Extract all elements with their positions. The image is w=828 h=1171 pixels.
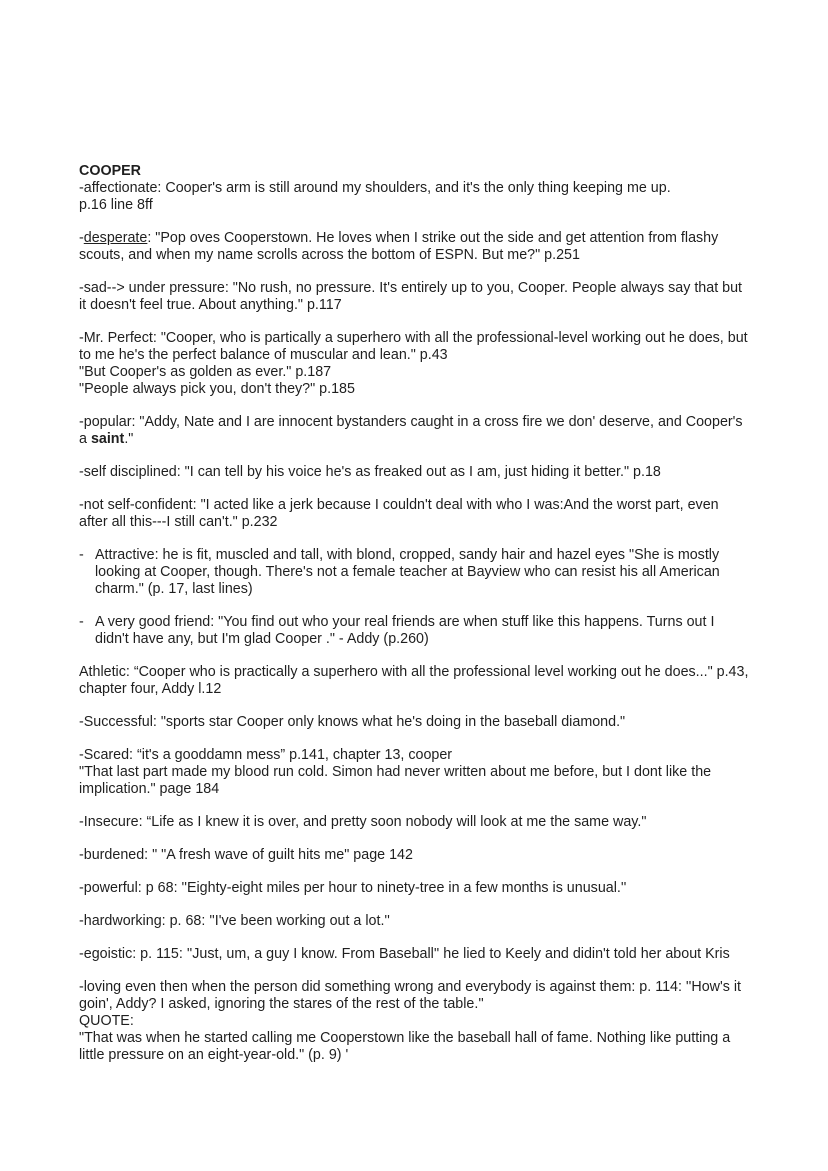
entry-desperate: [79, 230, 749, 264]
entry-insecure: [79, 814, 749, 831]
entry-scared: [79, 747, 749, 798]
entry-burdened: [79, 847, 749, 864]
entry-line: -Successful: "sports star Cooper only knows what he's doing in the baseball diamond.": [79, 714, 626, 730]
entry-line: -Insecure: “Life as I knew it is over, and pretty soon nobody will look at me the same way.": [79, 814, 647, 830]
entry-sad: [79, 280, 749, 314]
entry-affectionate: [79, 180, 749, 214]
entry-line: -Mr. Perfect: "Cooper, who is partically a superhero with all the professional-level working out he does, but to me he's the perfect balance of muscular and lean." p.43: [79, 330, 748, 363]
underlined-trait: desperate: [83, 230, 148, 246]
entry-loving: [79, 979, 749, 1064]
entry-text: : "Pop oves Cooperstown. He loves when I strike out the side and get attention from flashy scouts, and when my name scrolls across the bottom of ESPN. But me?" p.251: [79, 230, 719, 263]
bullet-text: Attractive: he is fit, muscled and tall, with blond, cropped, sandy hair and hazel eyes "She is mostly looking at Cooper, though. There's not a female teacher at Bayview who can resist his all American charm." (p. 17, last lines): [95, 547, 720, 597]
entry-line: -Scared: “it's a gooddamn mess” p.141, chapter 13, cooper: [79, 747, 453, 763]
entry-line: "People always pick you, don't they?" p.185: [79, 381, 355, 397]
entry-popular: [79, 414, 749, 448]
bullet-attractive: [79, 547, 749, 598]
entry-line: "That last part made my blood run cold. Simon had never written about me before, but I dont like the implication." page 184: [79, 764, 712, 797]
document-heading: COOPER: [79, 163, 141, 179]
bold-word: saint: [90, 431, 125, 447]
bullet-dash: -: [79, 614, 84, 630]
entry-text: -popular: "Addy, Nate and I are innocent bystanders caught in a cross fire we don' deserve, and Cooper's a: [79, 414, 743, 447]
entry-successful: [79, 714, 749, 731]
entry-line: Athletic: “Cooper who is practically a superhero with all the professional level working out he does..." p.43, chapter four, Addy l.12: [79, 664, 749, 697]
entry-line: -not self-confident: "I acted like a jerk because I couldn't deal with who I was:And the worst part, even after all this---I still can't." p.232: [79, 497, 719, 530]
entry-athletic: [79, 664, 749, 698]
entry-hardworking: [79, 913, 749, 930]
entry-line: -affectionate: Cooper's arm is still around my shoulders, and it's the only thing keeping me up.: [79, 180, 671, 196]
entry-line: -powerful: p 68: ''Eighty-eight miles per hour to ninety-tree in a few months is unusual.'': [79, 880, 627, 896]
entry-line: QUOTE:: [79, 1013, 134, 1029]
entry-line: "That was when he started calling me Cooperstown like the baseball hall of fame. Nothing like putting a little pressure on an eight-year-old." (p. 9) ': [79, 1030, 731, 1063]
entry-line: -hardworking: p. 68: ''I've been working out a lot.'': [79, 913, 390, 929]
document-page: [79, 163, 749, 1080]
entry-line: p.16 line 8ff: [79, 197, 153, 213]
entry-powerful: [79, 880, 749, 897]
entry-line: -sad--> under pressure: "No rush, no pressure. It's entirely up to you, Cooper. People always say that but it doesn't feel true. About anything." p.117: [79, 280, 743, 313]
entry-line: [79, 230, 749, 264]
bullet-dash: -: [79, 547, 84, 563]
entry-text: .": [124, 431, 134, 447]
entry-line: "But Cooper's as golden as ever." p.187: [79, 364, 332, 380]
entry-self-disciplined: [79, 464, 749, 481]
entry-line: -loving even then when the person did something wrong and everybody is against them: p. 114: ''How's it goin', Addy? I asked, ignoring the stares of the rest of the table.'': [79, 979, 741, 1012]
bullet-text: A very good friend: "You find out who your real friends are when stuff like this happens. Turns out I didn't have any, but I'm glad Cooper ." - Addy (p.260): [95, 614, 715, 647]
bullet-good-friend: [79, 614, 749, 648]
entry-not-self-confident: [79, 497, 749, 531]
entry-line: -self disciplined: "I can tell by his voice he's as freaked out as I am, just hiding it better." p.18: [79, 464, 661, 480]
entry-line: [79, 414, 749, 448]
entry-egoistic: [79, 946, 749, 963]
entry-mr-perfect: [79, 330, 749, 398]
entry-line: -egoistic: p. 115: ''Just, um, a guy I know. From Baseball'' he lied to Keely and didin't told her about Kris: [79, 946, 730, 962]
entry-prefix: -: [79, 230, 84, 246]
entry-line: -burdened: " "A fresh wave of guilt hits me" page 142: [79, 847, 413, 863]
